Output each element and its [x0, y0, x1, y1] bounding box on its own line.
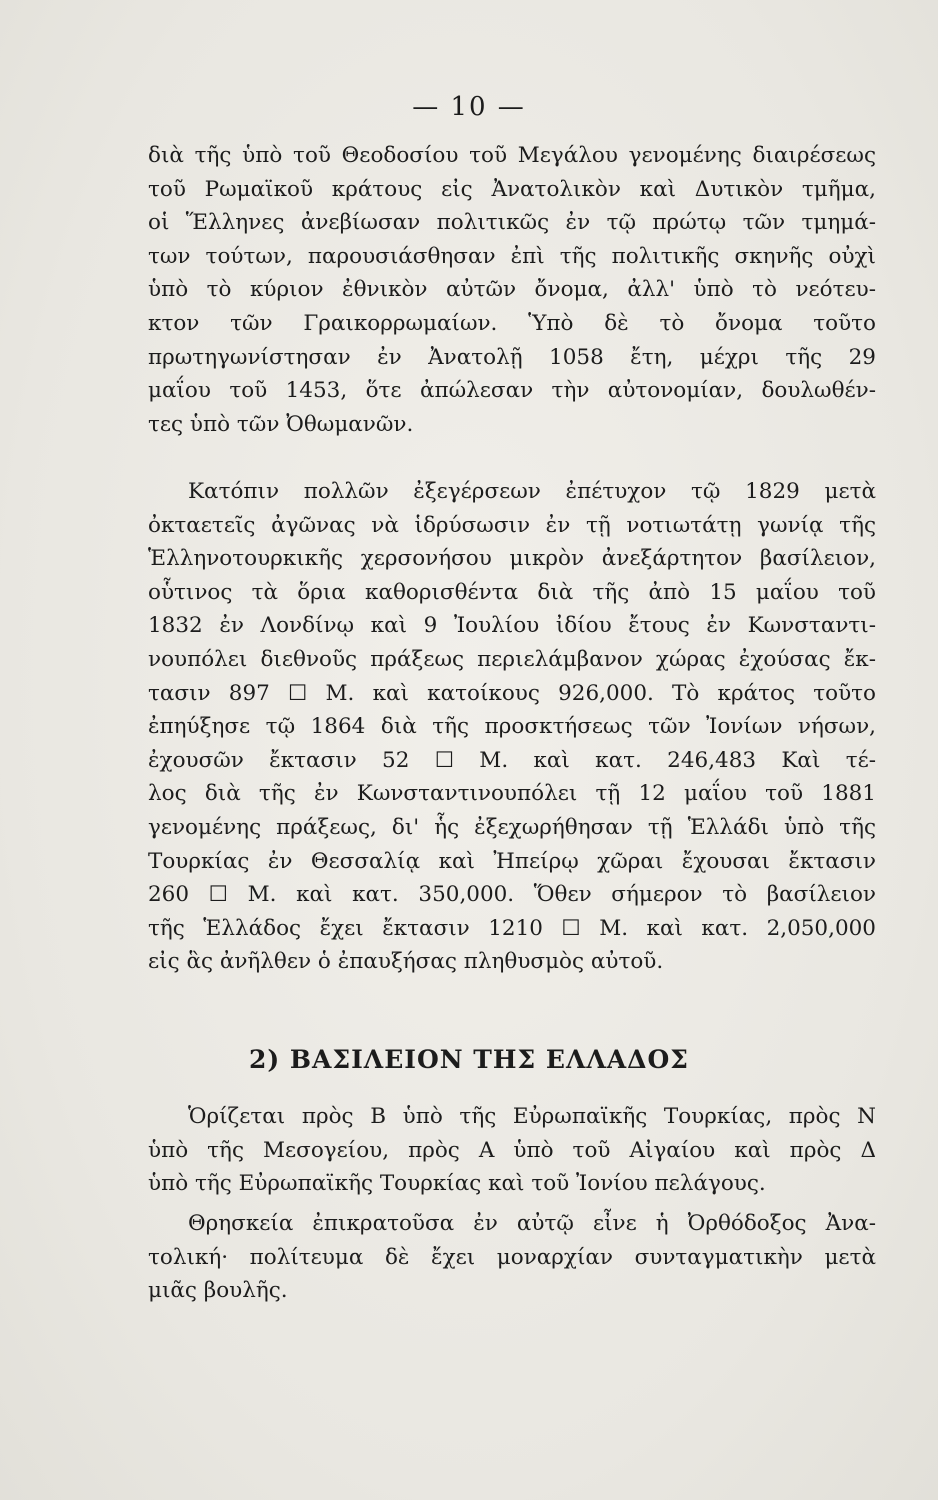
paragraph-religion — [148, 1207, 876, 1308]
paragraph-history — [148, 139, 876, 441]
text-line: τες ὑπὸ τῶν Ὀθωμανῶν. — [148, 411, 414, 437]
text-line: τῆς Ἑλλάδος ἔχει ἔκτασιν 1210 ☐ Μ. καὶ κατ. 2,050,000 — [148, 915, 876, 941]
section-heading: 2) ΒΑΣΙΛΕΙΟΝ ΤΗΣ ΕΛΛΑΔΟΣ — [248, 1045, 689, 1074]
text-line: Ὁρίζεται πρὸς Β ὑπὸ τῆς Εὐρωπαϊκῆς Τουρκίας, πρὸς Ν — [188, 1104, 876, 1129]
paragraph-independence — [148, 475, 876, 979]
text-line: 260 ☐ Μ. καὶ κατ. 350,000. Ὅθεν σήμερον τὸ βασίλειον — [148, 882, 876, 908]
text-line: ἐπηύξησε τῷ 1864 διὰ τῆς προσκτήσεως τῶν Ἰονίων νήσων, — [148, 714, 876, 740]
text-line: Τουρκίας ἐν Θεσσαλίᾳ καὶ Ἠπείρῳ χῶραι ἔχουσαι ἔκτασιν — [148, 848, 876, 874]
text-line: Θρησκεία ἐπικρατοῦσα ἐν αὐτῷ εἶνε ἡ Ὀρθόδοξος Ἀνα- — [188, 1211, 876, 1236]
text-line: νουπόλει διεθνοῦς πράξεως περιελάμβανον χώρας ἐχούσας ἔκ- — [148, 646, 876, 672]
text-line: οὗτινος τὰ ὅρια καθορισθέντα διὰ τῆς ἀπὸ 15 μαΐου τοῦ — [148, 579, 876, 605]
text-line: τοῦ Ρωμαϊκοῦ κράτους εἰς Ἀνατολικὸν καὶ Δυτικὸν τμῆμα, — [148, 176, 876, 202]
text-line: μιᾶς βουλῆς. — [148, 1278, 288, 1304]
text-line: ὑπὸ τῆς Εὐρωπαϊκῆς Τουρκίας καὶ τοῦ Ἰονίου πελάγους. — [148, 1171, 766, 1197]
text-line: των τούτων, παρουσιάσθησαν ἐπὶ τῆς πολιτικῆς σκηνῆς οὐχὶ — [148, 243, 876, 269]
text-line: ἐχουσῶν ἔκτασιν 52 ☐ Μ. καὶ κατ. 246,483 Καὶ τέ- — [148, 747, 876, 773]
text-line: 1832 ἐν Λονδίνῳ καὶ 9 Ἰουλίου ἰδίου ἔτους ἐν Κωνσταντι- — [148, 613, 876, 639]
text-line: Κατόπιν πολλῶν ἐξεγέρσεων ἐπέτυχον τῷ 1829 μετὰ — [188, 479, 876, 504]
text-line: τολική· πολίτευμα δὲ ἔχει μοναρχίαν συνταγματικὴν μετὰ — [148, 1244, 876, 1270]
page-number: — 10 — — [412, 92, 526, 122]
text-line: πρωτηγωνίστησαν ἐν Ἀνατολῇ 1058 ἔτη, μέχρι τῆς 29 — [148, 344, 876, 370]
text-line: λος διὰ τῆς ἐν Κωνσταντινουπόλει τῇ 12 μαΐου τοῦ 1881 — [148, 781, 876, 807]
text-line: κτον τῶν Γραικορρωμαίων. Ὑπὸ δὲ τὸ ὄνομα τοῦτο — [148, 310, 876, 336]
text-line: ὀκταετεῖς ἀγῶνας νὰ ἱδρύσωσιν ἐν τῇ νοτιωτάτῃ γωνίᾳ τῆς — [148, 512, 876, 538]
text-line: ὑπὸ τὸ κύριον ἐθνικὸν αὐτῶν ὄνομα, ἀλλ' ὑπὸ τὸ νεότευ- — [148, 277, 876, 303]
text-line: Ἑλληνοτουρκικῆς χερσονήσου μικρὸν ἀνεξάρτητον βασίλειον, — [148, 546, 876, 572]
text-line: τασιν 897 ☐ Μ. καὶ κατοίκους 926,000. Τὸ κράτος τοῦτο — [148, 680, 876, 706]
text-line: οἱ Ἕλληνες ἀνεβίωσαν πολιτικῶς ἐν τῷ πρώτῳ τῶν τμημά- — [148, 210, 876, 236]
text-line: εἰς ἃς ἀνῆλθεν ὁ ἐπαυξήσας πληθυσμὸς αὐτοῦ. — [148, 949, 664, 975]
text-line: γενομένης πράξεως, δι' ἧς ἐξεχωρήθησαν τῇ Ἑλλάδι ὑπὸ τῆς — [148, 814, 876, 840]
text-line: διὰ τῆς ὑπὸ τοῦ Θεοδοσίου τοῦ Μεγάλου γενομένης διαιρέσεως — [148, 143, 876, 168]
text-line: ὑπὸ τῆς Μεσογείου, πρὸς Α ὑπὸ τοῦ Αἰγαίου καὶ πρὸς Δ — [148, 1137, 876, 1163]
text-line: μαΐου τοῦ 1453, ὅτε ἀπώλεσαν τὴν αὐτονομίαν, δουλωθέν- — [148, 378, 876, 404]
paragraph-borders — [148, 1100, 876, 1201]
